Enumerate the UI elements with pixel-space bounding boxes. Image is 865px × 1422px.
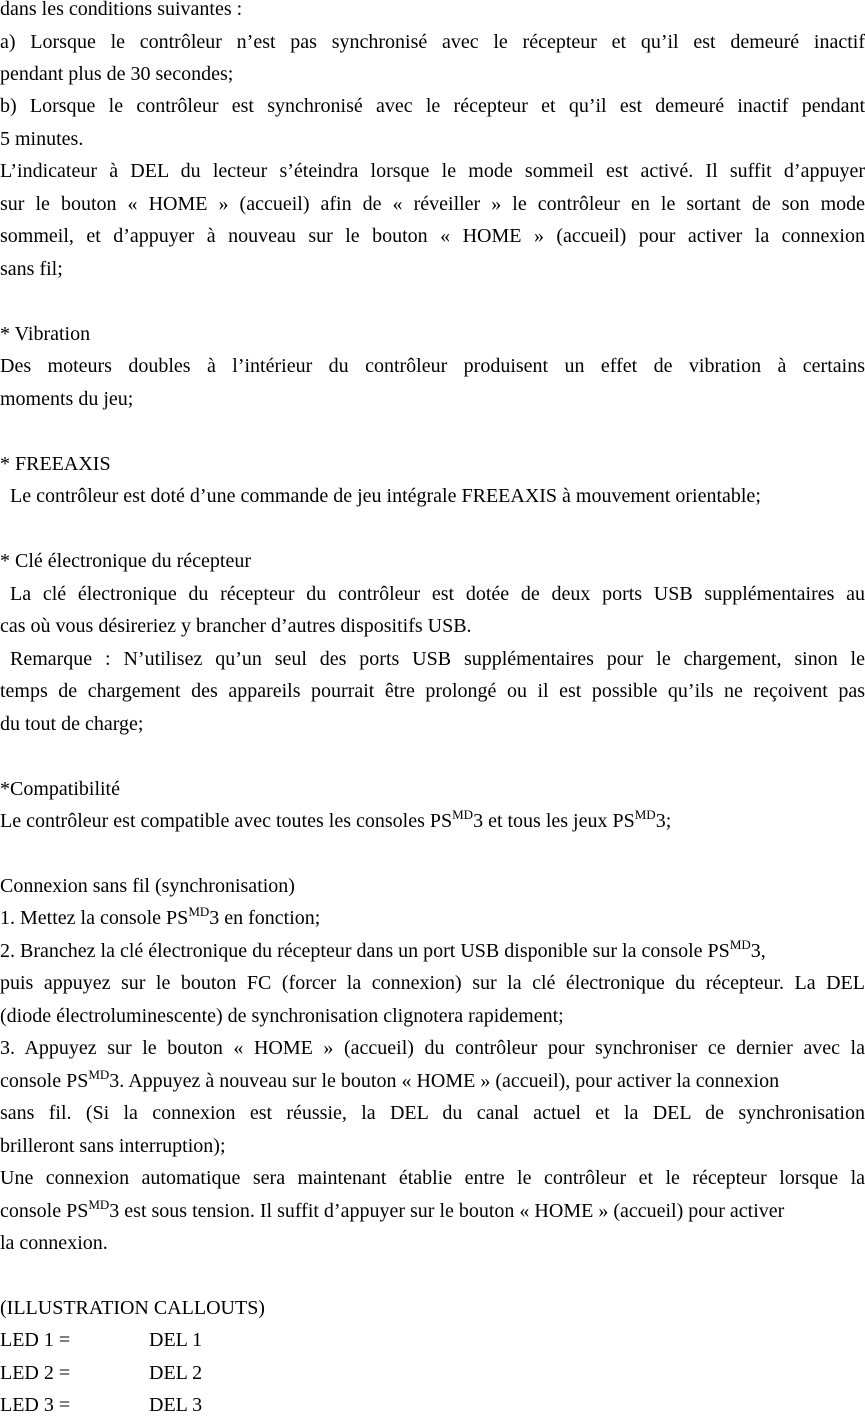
text-line: sans fil; <box>0 258 63 280</box>
text-line: b) Lorsque le contrôleur est synchronisé avec le récepteur et qu’il est demeuré inactif pendant <box>0 95 865 117</box>
callout-value: DEL 1 <box>149 1329 203 1351</box>
superscript-md: MD <box>634 807 656 822</box>
superscript-md: MD <box>88 1067 110 1082</box>
text-line: 1. Mettez la console $PS^{MD}3$ en fonction; <box>0 904 321 929</box>
text-line: Une connexion automatique sera maintenant établie entre le contrôleur et le récepteur lorsque la <box>0 1167 865 1189</box>
text-line: (diode électroluminescente) de synchronisation clignotera rapidement; <box>0 1005 564 1027</box>
callout-label: LED 1 = <box>0 1329 71 1351</box>
text-line: a) Lorsque le contrôleur n’est pas synchronisé avec le récepteur et qu’il est demeuré inactif <box>0 31 865 53</box>
text-line: 5 minutes. <box>0 128 84 150</box>
text-line: du tout de charge; <box>0 713 144 735</box>
text-line: Des moteurs doubles à l’intérieur du contrôleur produisent un effet de vibration à certains <box>0 355 865 377</box>
text-line: sur le bouton « HOME » (accueil) afin de « réveiller » le contrôleur en le sortant de son mode <box>0 193 865 215</box>
text-line: sans fil. (Si la connexion est réussie, la DEL du canal actuel et la DEL de synchronisation <box>0 1102 865 1124</box>
text-line: 3. Appuyez sur le bouton « HOME » (accueil) du contrôleur pour synchroniser ce dernier avec la <box>0 1037 865 1059</box>
superscript-md: MD <box>729 937 751 952</box>
text-line: Remarque : N’utilisez qu’un seul des ports USB supplémentaires pour le chargement, sinon le <box>10 648 865 670</box>
callout-row <box>0 1357 865 1390</box>
text-line: puis appuyez sur le bouton FC (forcer la connexion) sur la clé électronique du récepteur. La DEL <box>0 972 865 994</box>
text-line: moments du jeu; <box>0 388 134 410</box>
callout-label: LED 3 = <box>0 1394 71 1416</box>
section-heading: *Compatibilité <box>0 778 120 800</box>
callout-row <box>0 1324 865 1357</box>
text-line: brilleront sans interruption); <box>0 1135 226 1157</box>
text-line: L’indicateur à DEL du lecteur s’éteindra lorsque le mode sommeil est activé. Il suffit d’appuyer <box>0 160 865 182</box>
section-heading: * Clé électronique du récepteur <box>0 550 251 572</box>
text-line: pendant plus de 30 secondes; <box>0 63 234 85</box>
section-heading: * FREEAXIS <box>0 453 111 475</box>
callout-value: DEL 3 <box>149 1394 203 1416</box>
text-line: dans les conditions suivantes : <box>0 0 243 20</box>
superscript-md: MD <box>188 904 210 919</box>
text-line: Le contrôleur est compatible avec toutes les consoles $PS^{MD}3$ et tous les jeux $PS^{MD}3$; <box>0 807 672 832</box>
text-line: sommeil, et d’appuyer à nouveau sur le bouton « HOME » (accueil) pour activer la connexion <box>0 225 865 247</box>
section-heading: * Vibration <box>0 323 91 345</box>
section-heading: (ILLUSTRATION CALLOUTS) <box>0 1297 265 1319</box>
superscript-md: MD <box>88 1197 110 1212</box>
text-line: 2. Branchez la clé électronique du récepteur dans un port USB disponible sur la console $PS^{MD}3$, <box>0 937 766 962</box>
callout-label: LED 2 = <box>0 1362 71 1384</box>
text-line: cas où vous désireriez y brancher d’autres dispositifs USB. <box>0 615 472 637</box>
text-line: Le contrôleur est doté d’une commande de jeu intégrale FREEAXIS à mouvement orientable; <box>10 485 761 507</box>
callout-row <box>0 1389 865 1422</box>
text-line: console $PS^{MD}3$ est sous tension. Il suffit d’appuyer sur le bouton « HOME » (accueil) pour activer <box>0 1197 785 1222</box>
text-line: temps de chargement des appareils pourrait être prolongé ou il est possible qu’ils ne reçoivent pas <box>0 680 865 702</box>
callout-value: DEL 2 <box>149 1362 203 1384</box>
text-line: console $PS^{MD}3$. Appuyez à nouveau sur le bouton « HOME » (accueil), pour activer la connexion <box>0 1067 780 1092</box>
text-line: La clé électronique du récepteur du contrôleur est dotée de deux ports USB supplémentaires au <box>10 583 865 605</box>
text-line: la connexion. <box>0 1232 108 1254</box>
section-heading: Connexion sans fil (synchronisation) <box>0 875 295 897</box>
superscript-md: MD <box>452 807 474 822</box>
